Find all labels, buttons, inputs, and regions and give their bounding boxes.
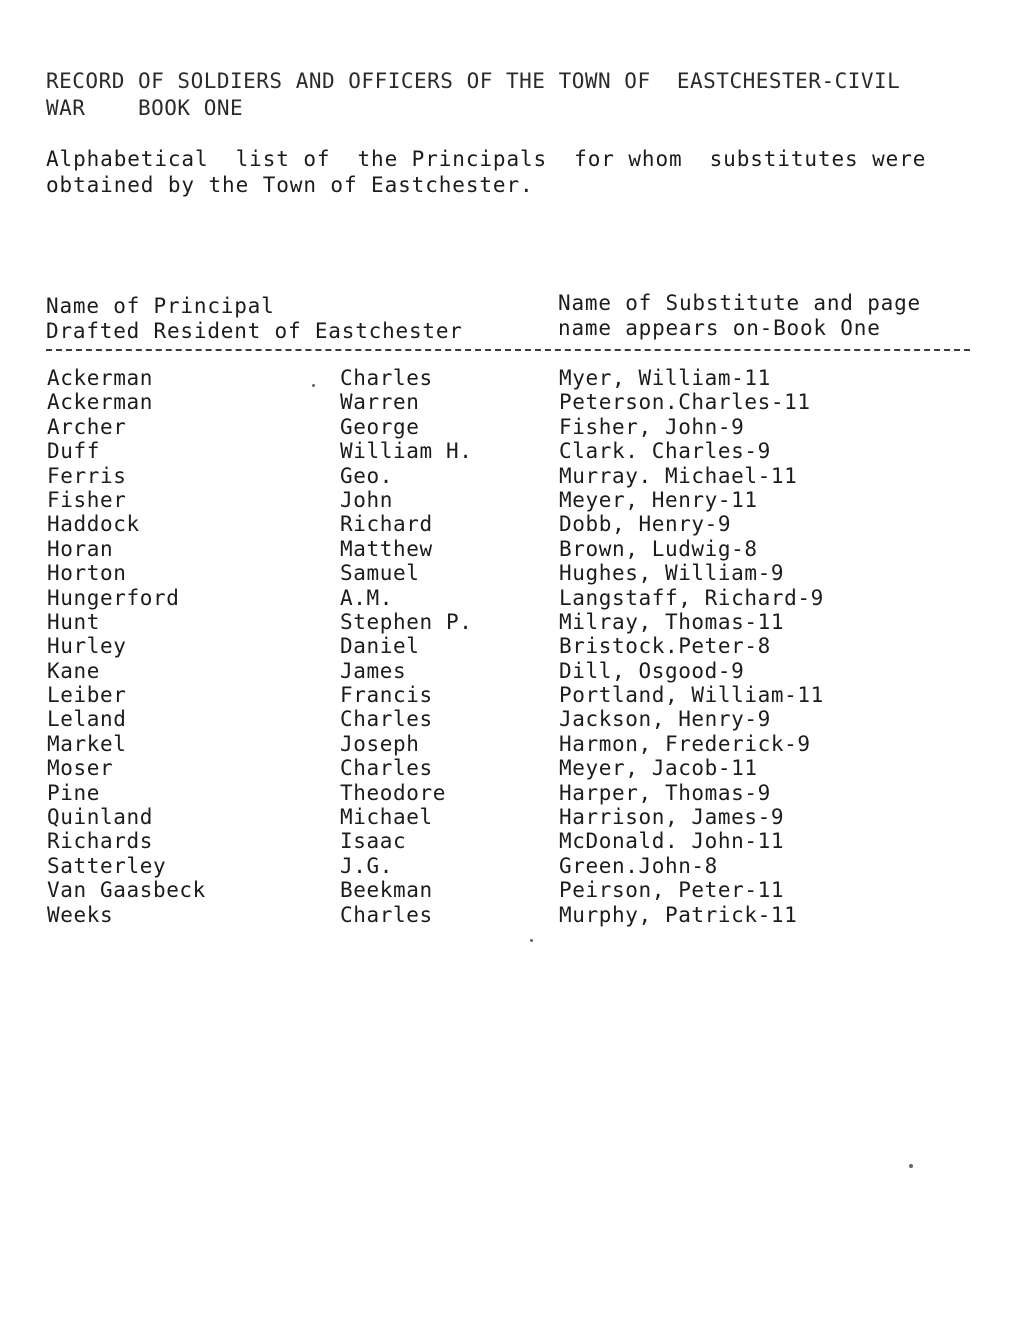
scan-speck <box>909 1164 913 1168</box>
list-row <box>0 512 1036 536</box>
principal-surname: Richards <box>47 829 153 854</box>
list-row <box>0 732 1036 756</box>
principal-given-name: Stephen P. <box>340 609 473 634</box>
principal-given-name: Michael <box>340 805 433 830</box>
list-row <box>0 756 1036 780</box>
list-row <box>0 634 1036 658</box>
principal-given-name: A.M. <box>340 585 393 610</box>
principal-given-name: George <box>340 414 420 439</box>
principal-surname: Satterley <box>47 853 167 878</box>
list-row <box>0 610 1036 634</box>
principal-surname: Archer <box>47 414 127 439</box>
substitute-name: Jackson, Henry-9 <box>559 707 771 732</box>
principal-given-name: James <box>340 658 407 683</box>
substitute-name: McDonald. John-11 <box>559 829 785 854</box>
substitute-name: Peterson.Charles-11 <box>559 390 811 415</box>
substitute-name: Dill, Osgood-9 <box>559 658 745 683</box>
substitute-name: Bristock.Peter-8 <box>559 634 771 659</box>
principal-given-name: Joseph <box>340 731 420 756</box>
principals-list <box>0 366 1036 927</box>
list-row <box>0 537 1036 561</box>
substitute-name: Langstaff, Richard-9 <box>559 585 824 610</box>
substitute-name: Brown, Ludwig-8 <box>559 536 758 561</box>
substitute-name: Myer, William-11 <box>559 366 771 390</box>
list-row <box>0 586 1036 610</box>
principal-surname: Fisher <box>47 487 127 512</box>
list-row <box>0 781 1036 805</box>
principal-given-name: Samuel <box>340 561 420 586</box>
principal-header-line-1: Name of Principal <box>46 294 275 318</box>
principal-given-name: Richard <box>340 512 433 537</box>
substitute-name: Meyer, Henry-11 <box>559 487 758 512</box>
substitute-name: Harmon, Frederick-9 <box>559 731 811 756</box>
principal-given-name: Beekman <box>340 878 433 903</box>
substitute-column-header <box>558 291 921 341</box>
list-row <box>0 878 1036 902</box>
substitute-name: Harper, Thomas-9 <box>559 780 771 805</box>
header-divider <box>46 349 970 351</box>
principal-surname: Hunt <box>47 609 100 634</box>
substitute-name: Murray. Michael-11 <box>559 463 798 488</box>
principal-given-name: Charles <box>340 707 433 732</box>
list-row <box>0 707 1036 731</box>
scan-speck <box>312 384 315 387</box>
principal-surname: Ackerman <box>47 366 153 390</box>
principal-given-name: Charles <box>340 756 433 781</box>
list-row <box>0 366 1036 390</box>
principal-surname: Weeks <box>47 902 114 927</box>
principal-given-name: J.G. <box>340 853 393 878</box>
substitute-name: Dobb, Henry-9 <box>559 512 732 537</box>
list-row <box>0 659 1036 683</box>
principal-header-line-2: Drafted Resident of Eastchester <box>46 319 463 343</box>
list-row <box>0 854 1036 878</box>
substitute-name: Portland, William-11 <box>559 683 824 708</box>
title-line-2: WAR BOOK ONE <box>46 96 244 120</box>
substitute-name: Harrison, James-9 <box>559 805 785 830</box>
principal-given-name: Geo. <box>340 463 393 488</box>
principal-surname: Hurley <box>47 634 127 659</box>
principal-surname: Duff <box>47 439 100 464</box>
list-row <box>0 903 1036 927</box>
intro-line-1: Alphabetical list of the Principals for whom substitutes were <box>46 147 927 171</box>
list-row <box>0 415 1036 439</box>
intro-line-2: obtained by the Town of Eastchester. <box>46 173 534 197</box>
principal-surname: Markel <box>47 731 127 756</box>
principal-surname: Leiber <box>47 683 127 708</box>
substitute-name: Peirson, Peter-11 <box>559 878 785 903</box>
substitute-header-line-1: Name of Substitute and page <box>558 291 921 315</box>
list-row <box>0 464 1036 488</box>
principal-given-name: Warren <box>340 390 420 415</box>
principal-surname: Leland <box>47 707 127 732</box>
principal-given-name: Daniel <box>340 634 420 659</box>
principal-given-name: Theodore <box>340 780 446 805</box>
principal-surname: Ferris <box>47 463 127 488</box>
list-row <box>0 805 1036 829</box>
principal-given-name: Isaac <box>340 829 407 854</box>
intro-paragraph <box>46 146 1006 198</box>
substitute-name: Meyer, Jacob-11 <box>559 756 758 781</box>
principal-given-name: Francis <box>340 683 433 708</box>
principal-given-name: William H. <box>340 439 473 464</box>
principal-surname: Moser <box>47 756 114 781</box>
principal-surname: Horton <box>47 561 127 586</box>
substitute-name: Fisher, John-9 <box>559 414 745 439</box>
list-row <box>0 561 1036 585</box>
document-title <box>46 68 1006 122</box>
principal-surname: Pine <box>47 780 100 805</box>
substitute-name: Clark. Charles-9 <box>559 439 771 464</box>
principal-surname: Quinland <box>47 805 153 830</box>
principal-given-name: Matthew <box>340 536 433 561</box>
scan-speck <box>530 939 533 942</box>
principal-surname: Kane <box>47 658 100 683</box>
principal-surname: Hungerford <box>47 585 180 610</box>
principal-surname: Ackerman <box>47 390 153 415</box>
list-row <box>0 829 1036 853</box>
principal-given-name: John <box>340 487 393 512</box>
substitute-name: Milray, Thomas-11 <box>559 609 785 634</box>
list-row <box>0 488 1036 512</box>
principal-surname: Horan <box>47 536 114 561</box>
substitute-header-line-2: name appears on-Book One <box>558 316 881 340</box>
list-row <box>0 683 1036 707</box>
principal-column-header <box>46 294 463 344</box>
substitute-name: Green.John-8 <box>559 853 718 878</box>
list-row <box>0 439 1036 463</box>
principal-given-name: Charles <box>340 366 433 390</box>
title-line-1: RECORD OF SOLDIERS AND OFFICERS OF THE TOWN OF EASTCHESTER-CIVIL <box>46 69 901 93</box>
substitute-name: Murphy, Patrick-11 <box>559 902 798 927</box>
principal-surname: Haddock <box>47 512 140 537</box>
list-row <box>0 390 1036 414</box>
principal-given-name: Charles <box>340 902 433 927</box>
substitute-name: Hughes, William-9 <box>559 561 785 586</box>
principal-surname: Van Gaasbeck <box>47 878 206 903</box>
